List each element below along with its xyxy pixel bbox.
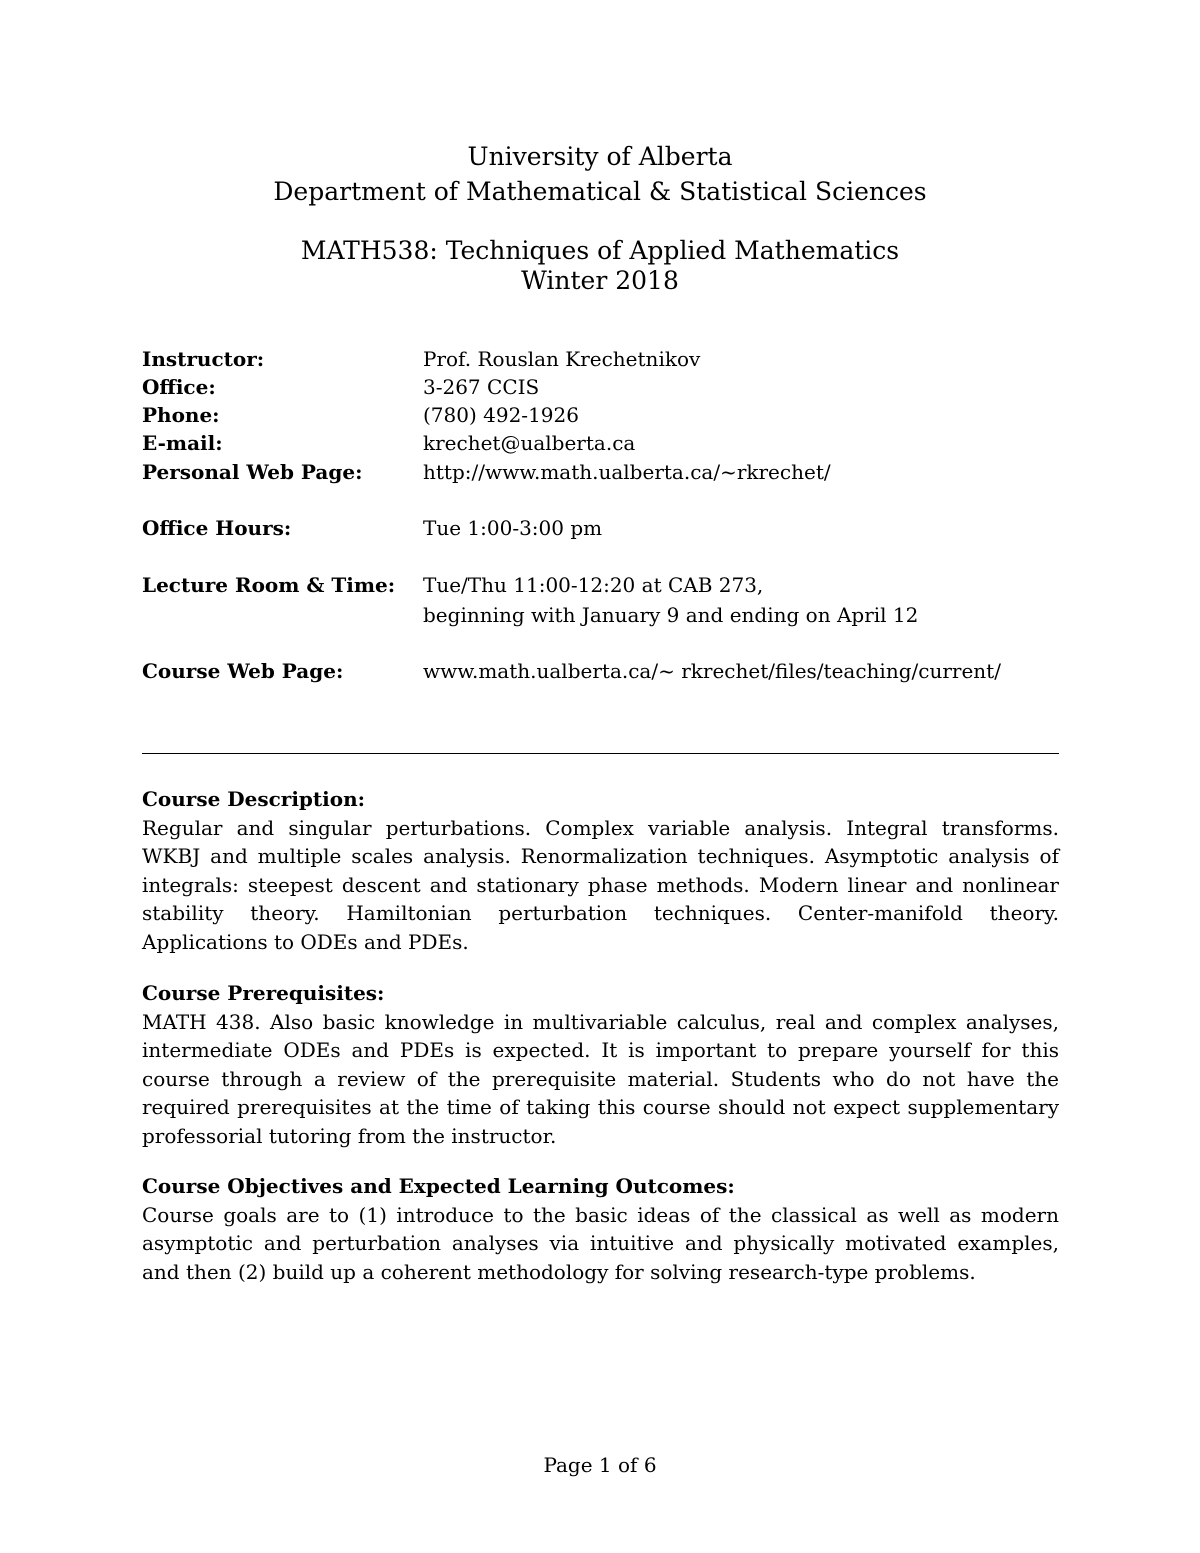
course-prerequisites-title: Course Prerequisites: (142, 981, 385, 1005)
lecture-value-line1: Tue/Thu 11:00-12:20 at CAB 273, (423, 573, 764, 597)
email-label: E-mail: (142, 431, 223, 455)
course-description-title: Course Description: (142, 787, 366, 811)
office-value: 3-267 CCIS (423, 375, 540, 399)
instructor-label: Instructor: (142, 347, 265, 371)
instructor-value: Prof. Rouslan Krechetnikov (423, 347, 701, 371)
course-objectives-section (142, 1172, 1059, 1286)
course-description-section (142, 785, 1059, 956)
email-value: krechet@ualberta.ca (423, 431, 636, 455)
course-objectives-title: Course Objectives and Expected Learning Outcomes: (142, 1174, 735, 1198)
office-hours-value: Tue 1:00-3:00 pm (423, 516, 603, 540)
office-label: Office: (142, 375, 216, 399)
course-title: MATH538: Techniques of Applied Mathematics (300, 236, 900, 265)
course-description-body: Regular and singular perturbations. Complex variable analysis. Integral transforms. WKBJ and multiple scales analysis. Renormalization techniques. Asymptotic analysis of integrals: steepest descent and stationary phase methods. Modern linear and nonlinear stability theory. Hamiltonian perturbation techniques. Center-manifold theory. Applications to ODEs and PDEs. (142, 815, 1059, 954)
horizontal-divider (142, 753, 1059, 754)
phone-value: (780) 492-1926 (423, 403, 579, 427)
course-webpage-label: Course Web Page: (142, 659, 344, 683)
lecture-label: Lecture Room & Time: (142, 573, 396, 597)
office-hours-label: Office Hours: (142, 516, 292, 540)
term-title: Winter 2018 (521, 266, 679, 295)
course-prerequisites-section (142, 979, 1059, 1150)
course-prerequisites-body: MATH 438. Also basic knowledge in multivariable calculus, real and complex analyses, intermediate ODEs and PDEs is expected. It is important to prepare yourself for this course through a review of the prerequisite material. Students who do not have the required prerequisites at the time of taking this course should not expect supplementary professorial tutoring from the instructor. (142, 1009, 1059, 1148)
university-title: University of Alberta (467, 142, 733, 171)
department-title: Department of Mathematical & Statistical Sciences (273, 177, 927, 206)
course-objectives-body: Course goals are to (1) introduce to the basic ideas of the classical as well as modern asymptotic and perturbation analyses via intuitive and physically motivated examples, and then (2) build up a coherent methodology for solving research-type problems. (142, 1202, 1059, 1284)
personal-webpage-label: Personal Web Page: (142, 460, 363, 484)
phone-label: Phone: (142, 403, 220, 427)
personal-webpage-value: http://www.math.ualberta.ca/~rkrechet/ (423, 460, 831, 484)
course-webpage-value: www.math.ualberta.ca/~ rkrechet/files/teaching/current/ (423, 659, 1001, 683)
lecture-value-line2: beginning with January 9 and ending on April 12 (423, 603, 919, 627)
page-number: Page 1 of 6 (543, 1453, 657, 1477)
